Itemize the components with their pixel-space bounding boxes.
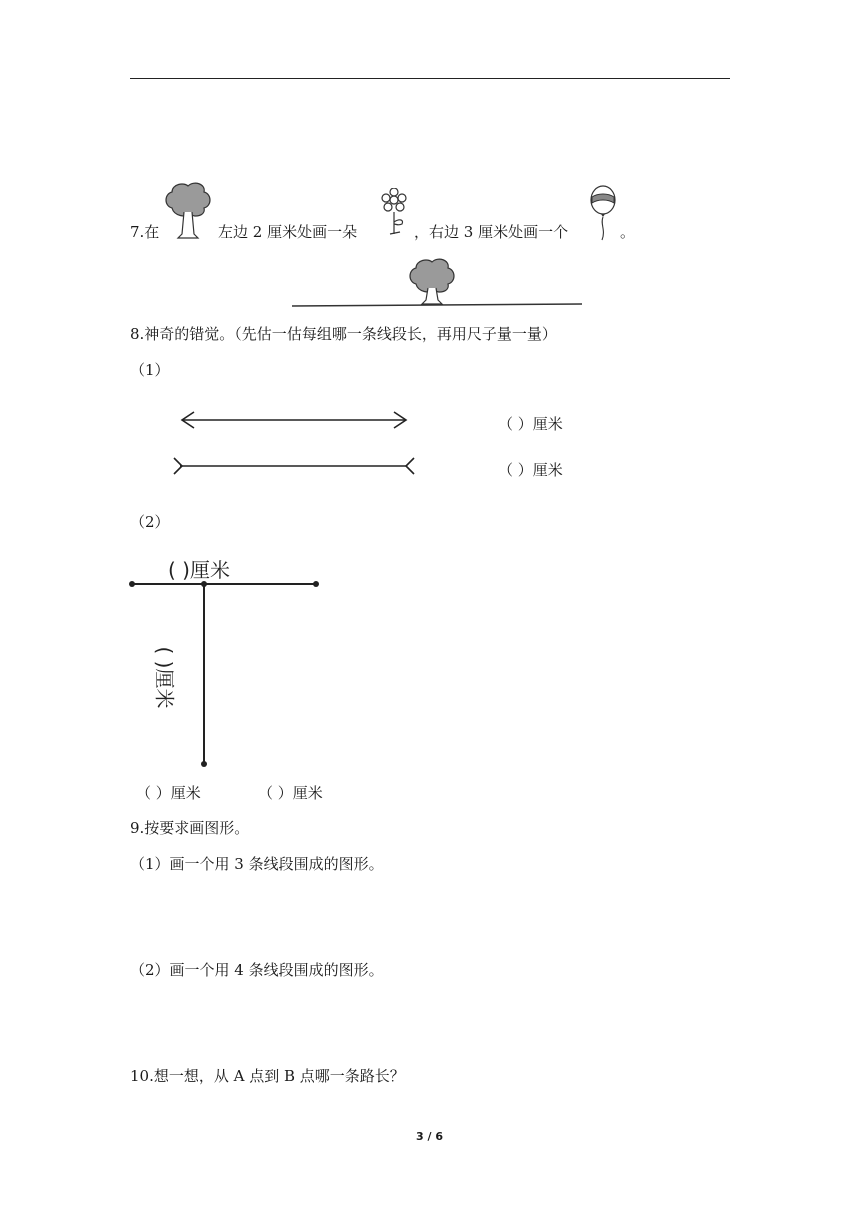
q7-middle: 左边 2 厘米处画一朵	[218, 223, 358, 241]
q8-part1-answer-1: （ ）厘米	[498, 415, 563, 433]
q7-end: 。	[620, 223, 636, 241]
q8-part2-horizontal-label: ( )厘米	[168, 558, 230, 582]
illusion-lines-figure	[170, 400, 430, 490]
q9-part2: （2）画一个用 4 条线段围成的图形。	[130, 961, 384, 979]
flower-icon	[378, 188, 410, 240]
q9-part1: （1）画一个用 3 条线段围成的图形。	[130, 855, 384, 873]
header-rule	[130, 78, 730, 79]
q8-part2-answer-2: （ ）厘米	[258, 784, 323, 802]
q10-title: 10.想一想，从 A 点到 B 点哪一条路长？	[130, 1067, 405, 1085]
q8-part2-vertical-label: ( )厘米	[152, 646, 177, 709]
balloon-icon	[588, 184, 618, 242]
q8-part2-label: （2）	[130, 513, 170, 531]
q8-title: 8.神奇的错觉。（先估一估每组哪一条线段长，再用尺子量一量）	[130, 325, 557, 343]
tree-on-line-figure	[290, 254, 590, 310]
q7-prefix: 7.在	[130, 223, 160, 241]
q7-mid2: ，右边 3 厘米处画一个	[414, 223, 569, 241]
q8-part2-answer-1: （ ）厘米	[136, 784, 201, 802]
q8-part1-answer-2: （ ）厘米	[498, 461, 563, 479]
page-number: 3 / 6	[416, 1130, 443, 1143]
q9-title: 9.按要求画图形。	[130, 819, 250, 837]
q8-part1-label: （1）	[130, 361, 170, 379]
tree-icon	[162, 180, 214, 242]
